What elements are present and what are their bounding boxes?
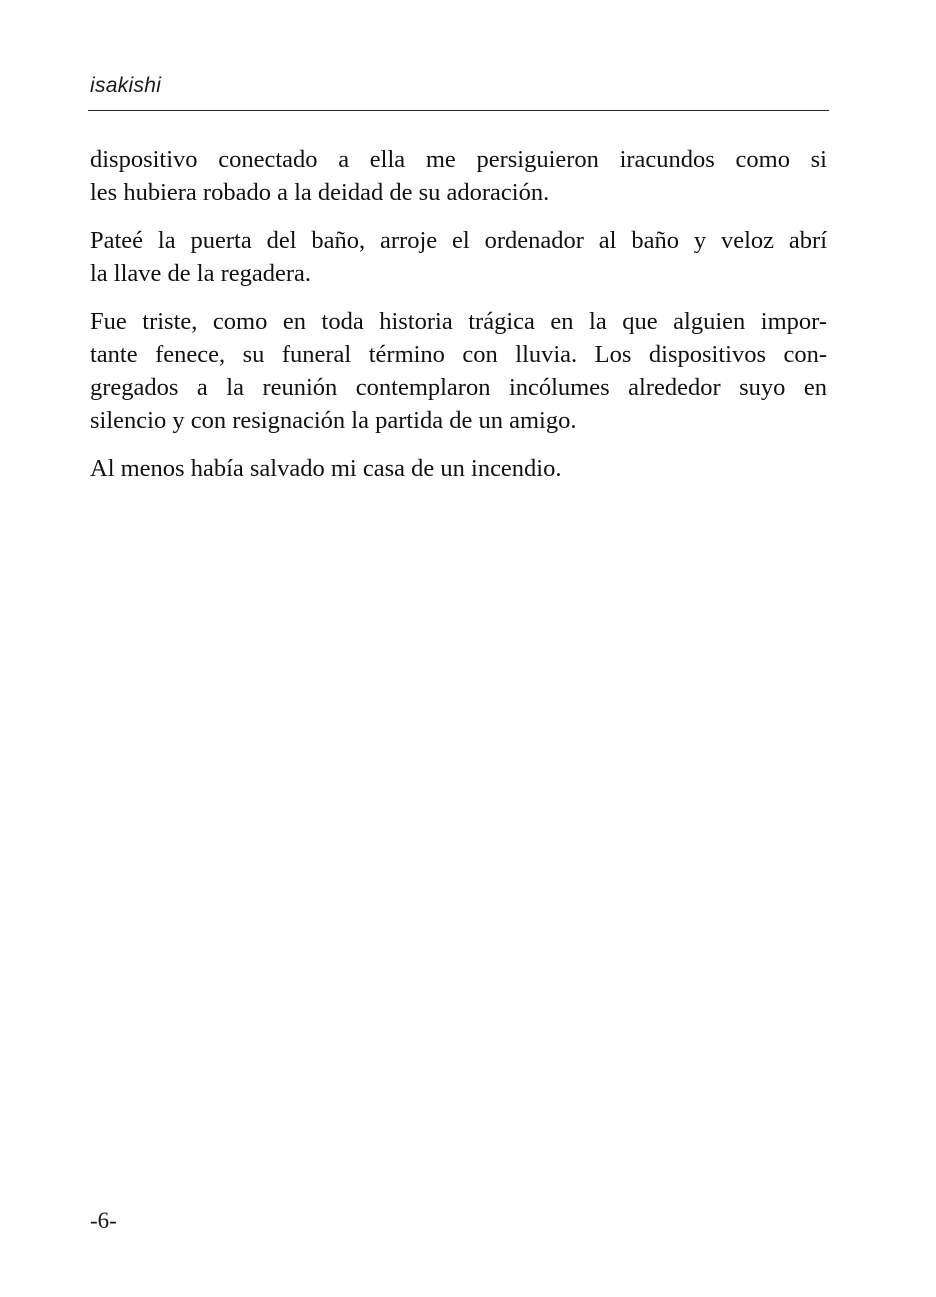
- text-line: silencio y con resignación la partida de un amigo.: [90, 407, 577, 434]
- text-line: tante fenece, su funeral término con lluvia. Los dispositivos con-: [90, 341, 827, 368]
- text-line: Pateé la puerta del baño, arroje el ordenador al baño y veloz abrí: [90, 227, 827, 254]
- text-line: Fue triste, como en toda historia trágica en la que alguien impor-: [90, 308, 827, 335]
- paragraph: [90, 452, 827, 485]
- text-line: la llave de la regadera.: [90, 260, 312, 287]
- paragraph: [90, 143, 827, 209]
- text-line: gregados a la reunión contemplaron incólumes alrededor suyo en: [90, 374, 827, 401]
- paragraph: [90, 305, 827, 437]
- text-line: les hubiera robado a la deidad de su adoración.: [90, 179, 550, 206]
- page-body: [90, 143, 827, 500]
- paragraph: [90, 224, 827, 290]
- text-line: Al menos había salvado mi casa de un incendio.: [90, 455, 562, 482]
- page-number: -6-: [90, 1208, 117, 1233]
- header-rule: [88, 110, 829, 111]
- text-line: dispositivo conectado a ella me persiguieron iracundos como si: [90, 146, 827, 173]
- running-header-title: isakishi: [90, 74, 162, 97]
